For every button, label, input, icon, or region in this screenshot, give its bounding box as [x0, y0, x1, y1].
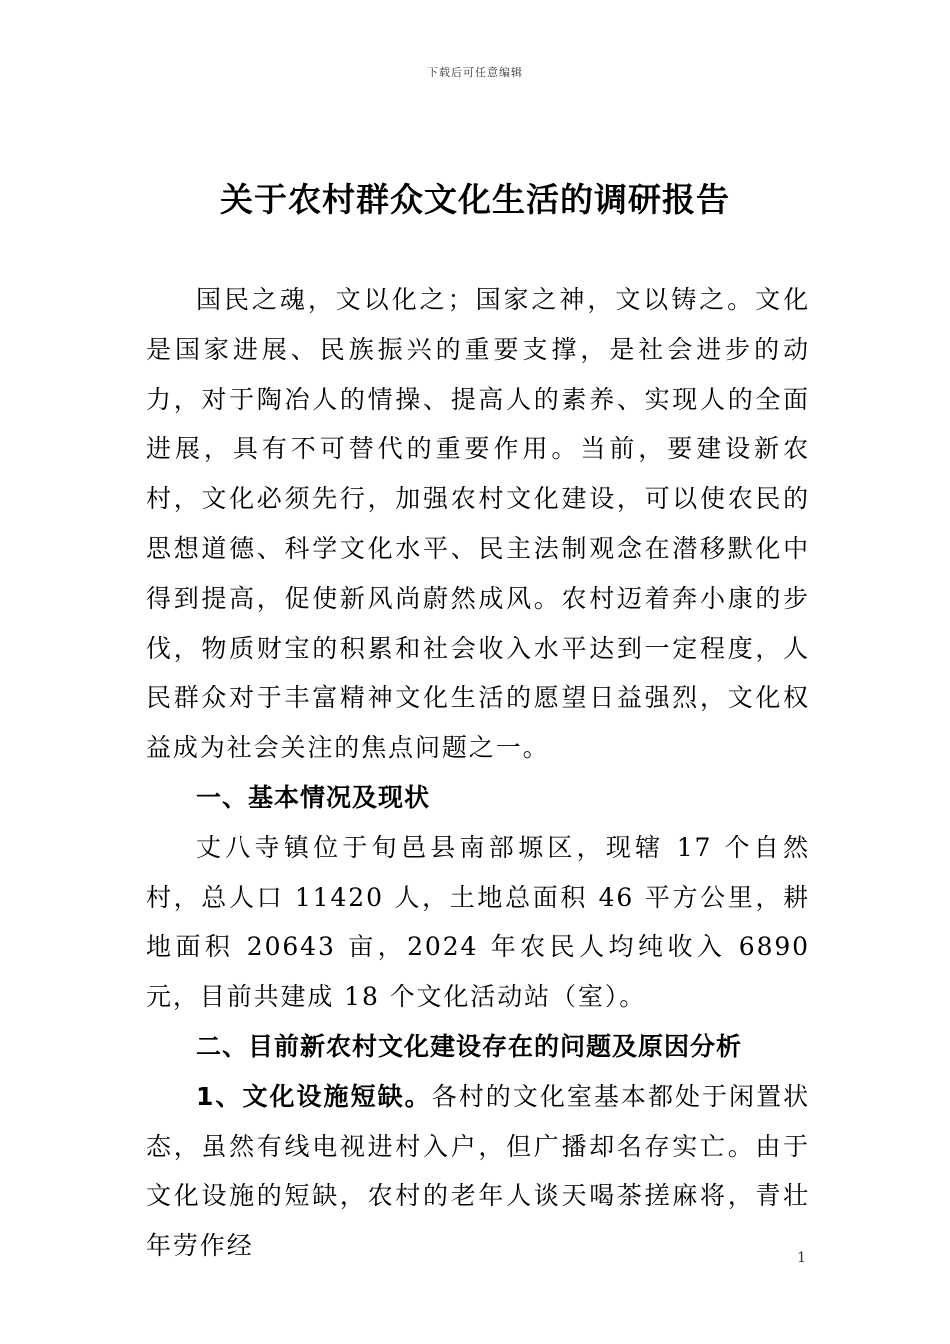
document-body: [146, 275, 810, 1271]
page-number: 1: [797, 1250, 806, 1266]
problem-item-1: [146, 1072, 810, 1271]
section-heading-basic-situation: 一、基本情况及现状: [196, 782, 431, 812]
document-title: 关于农村群众文化生活的调研报告: [220, 180, 730, 219]
section-heading-problems: 二、目前新农村文化建设存在的问题及原因分析: [196, 1031, 743, 1061]
basic-situation-paragraph: 丈八寺镇位于旬邑县南部塬区，现辖 17 个自然村，总人口 11420 人，土地总面积 46 平方公里，耕地面积 20643 亩，2024 年农民人均纯收入 6890 元，目前共建成 18 个文化活动站（室）。: [146, 832, 810, 1012]
intro-paragraph: 国民之魂，文以化之；国家之神，文以铸之。文化是国家进展、民族振兴的重要支撑，是社会进步的动力，对于陶冶人的情操、提高人的素养、实现人的全面进展，具有不可替代的重要作用。当前，要建设新农村，文化必须先行，加强农村文化建设，可以使农民的思想道德、科学文化水平、民主法制观念在潜移默化中得到提高，促使新风尚蔚然成风。农村迈着奔小康的步伐，物质财宝的积累和社会收入水平达到一定程度，人民群众对于丰富精神文化生活的愿望日益强烈，文化权益成为社会关注的焦点问题之一。: [146, 285, 810, 763]
problem-item-1-body: 各村的文化室基本都处于闲置状态，虽然有线电视进村入户，但广播却名存实亡。由于文化设施的短缺，农村的老年人谈天喝茶搓麻将，青壮年劳作经: [146, 1081, 810, 1261]
page-header: 下载后可任意编辑: [427, 66, 523, 79]
problem-item-1-lead: 1、文化设施短缺。: [196, 1081, 432, 1111]
